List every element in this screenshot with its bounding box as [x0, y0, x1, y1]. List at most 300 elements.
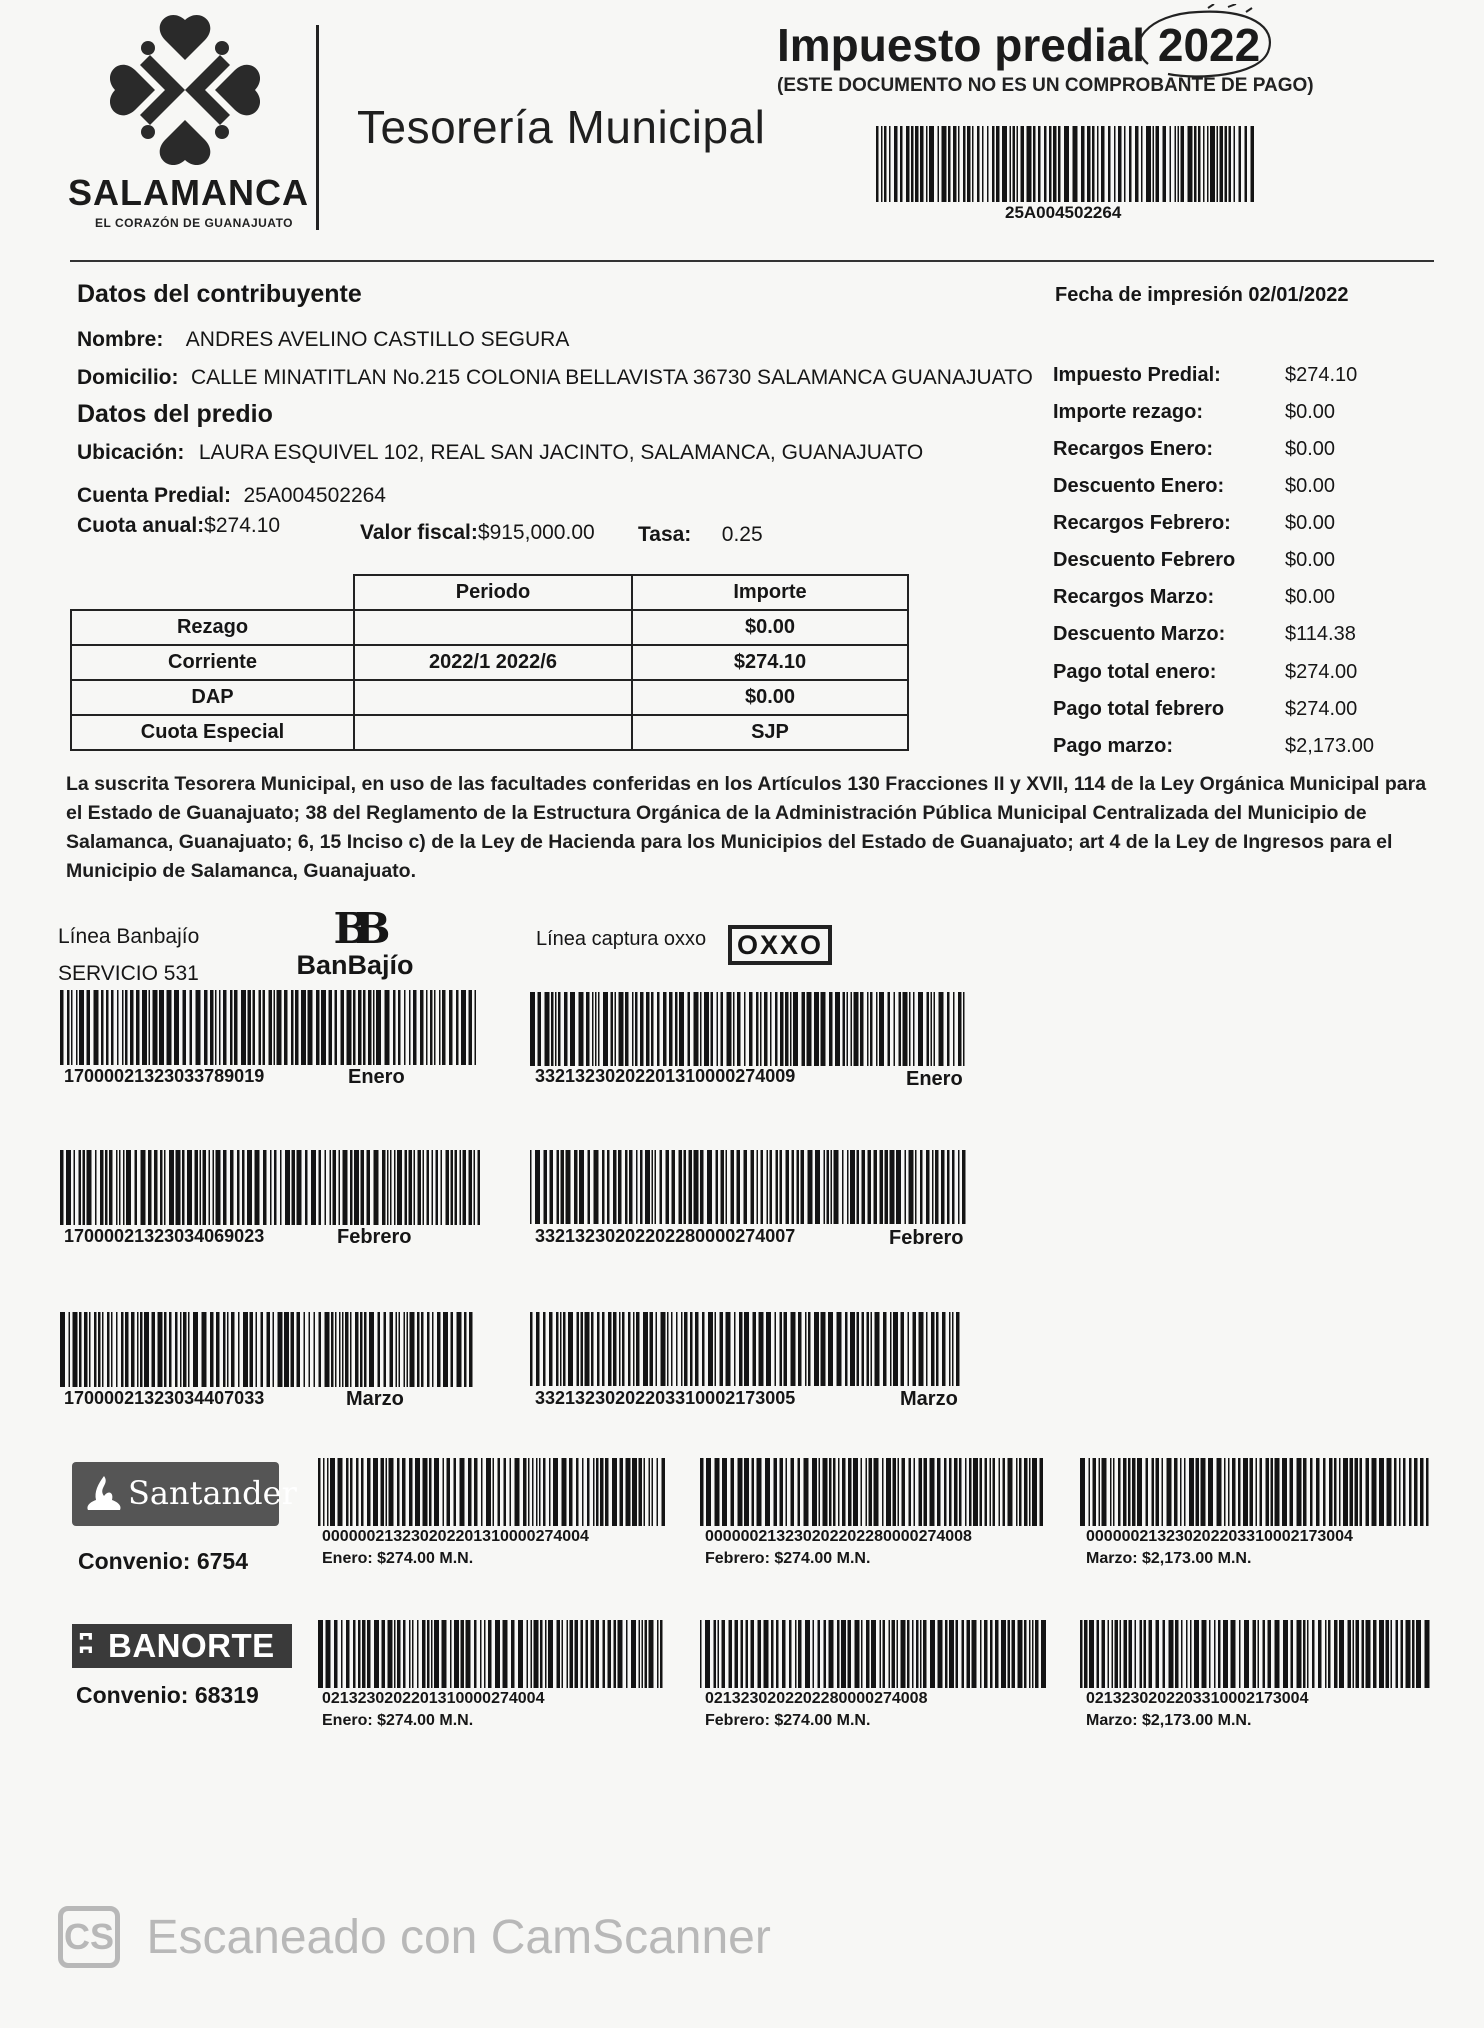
barcode-bar [885, 1150, 889, 1224]
barcode-bar [495, 1620, 500, 1688]
barcode-bar [780, 1458, 784, 1526]
barcode-bar [1024, 1458, 1028, 1526]
barcode-bar [770, 992, 772, 1066]
barcode-bar [586, 992, 590, 1066]
barcode-bar [871, 1312, 873, 1386]
barcode-bar [639, 1620, 641, 1688]
barcode-bar [169, 1150, 174, 1225]
barcode-bar [954, 1458, 958, 1526]
barcode-bar [862, 1312, 865, 1386]
barcode-bar [931, 992, 933, 1066]
barcode-bar [1013, 126, 1016, 202]
barcode-bar [814, 992, 819, 1066]
barcode-bar [292, 1150, 296, 1225]
barcode-bar [780, 1312, 783, 1386]
barcode-bar [761, 1150, 764, 1224]
barcode-bar [1217, 126, 1219, 202]
title-text: Impuesto predial [777, 19, 1146, 71]
barcode-bar [451, 1150, 454, 1225]
header-divider [316, 25, 319, 230]
barcode-bar [874, 1150, 878, 1224]
barcode-bar [423, 1458, 428, 1526]
barcode-bar [959, 1458, 962, 1526]
summary-value: $0.00 [1285, 512, 1336, 534]
barcode-bar [1356, 1620, 1360, 1688]
barcode-bar [301, 990, 306, 1065]
barcode-bar [530, 992, 535, 1066]
barcode-bar [278, 1312, 283, 1387]
barcode-bar [663, 992, 667, 1066]
barcode-bar [230, 990, 233, 1065]
barcode-bar [890, 1150, 895, 1224]
barcode-bar [1112, 1620, 1114, 1688]
barcode-bar [903, 992, 908, 1066]
barcode-bar [126, 1150, 131, 1225]
barcode-bar [464, 1312, 467, 1387]
barcode-bar [835, 992, 840, 1066]
barcode-bar [930, 1620, 935, 1688]
barcode-bar [83, 1150, 86, 1225]
barcode-bar [829, 992, 833, 1066]
barcode-bar [982, 126, 984, 202]
banorte-barcode-marzo [1080, 1620, 1430, 1688]
barcode-bar [567, 1620, 569, 1688]
barcode-bar [346, 1458, 349, 1526]
barcode-bar [947, 992, 950, 1066]
property-annual: $274.10 [204, 514, 281, 537]
barcode-bar [373, 990, 375, 1065]
barcode-bar [353, 1620, 356, 1688]
barcode-bar [894, 126, 898, 202]
barcode-bar [1002, 126, 1007, 202]
barcode-bar [446, 1150, 450, 1225]
barcode-bar [1149, 1620, 1153, 1688]
barcode-bar [84, 1312, 88, 1387]
barcode-bar [818, 1620, 821, 1688]
barcode-bar [629, 1150, 633, 1224]
barcode-bar [100, 1150, 104, 1225]
santander-logo [72, 1462, 297, 1526]
barcode-bar [941, 1150, 945, 1224]
barcode-bar [105, 1150, 108, 1225]
barcode-bar [581, 1620, 584, 1688]
barcode-bar [735, 1620, 739, 1688]
barcode-bar [1386, 1620, 1390, 1688]
barcode-bar [1334, 1458, 1337, 1526]
banbajio-code-number: 17000021323034069023 [64, 1226, 265, 1246]
barcode-bar [652, 1150, 654, 1224]
barcode-bar [819, 1458, 821, 1526]
barcode-bar [690, 1312, 693, 1386]
barcode-bar [449, 990, 453, 1065]
barcode-bar [531, 1620, 533, 1688]
barcode-bar [418, 1150, 422, 1225]
summary-label: Recargos Enero: [1053, 438, 1214, 460]
barcode-bar [409, 990, 411, 1065]
barcode-bar [362, 1620, 366, 1688]
barcode-bar [261, 1312, 264, 1387]
barcode-bar [655, 1150, 657, 1224]
barcode-bar [857, 1150, 860, 1224]
banbajio-barcode-febrero [60, 1150, 480, 1225]
barcode-bar [600, 1458, 604, 1526]
barcode-bar [1035, 1620, 1039, 1688]
barcode-bar [498, 1458, 501, 1526]
barcode-bar [731, 1150, 735, 1224]
barcode-bar [821, 1312, 826, 1386]
barcode-bar [530, 1312, 533, 1386]
barcode-bar [746, 1620, 749, 1688]
property-rate-row [638, 523, 763, 547]
barcode-bar [87, 1150, 92, 1225]
barcode-bar [866, 1458, 868, 1526]
table-header-period: Periodo [354, 575, 632, 610]
barcode-bar [241, 990, 246, 1065]
barcode-bar [149, 990, 151, 1065]
barcode-bar [596, 1458, 599, 1526]
barcode-bar [564, 992, 568, 1066]
barcode-bar [219, 990, 221, 1065]
barcode-bar [374, 1620, 379, 1688]
barcode-bar [1316, 1458, 1320, 1526]
barcode-bar [851, 992, 853, 1066]
barcode-bar [700, 1458, 704, 1526]
barcode-bar [1180, 1458, 1182, 1526]
table-row [71, 715, 908, 750]
barcode-bar [867, 992, 869, 1066]
barcode-bar [731, 1458, 735, 1526]
barcode-bar [718, 1620, 720, 1688]
barcode-bar [570, 992, 575, 1066]
barcode-bar [990, 1458, 992, 1526]
barcode-bar [119, 1150, 121, 1225]
barcode-bar [175, 1312, 178, 1387]
barcode-bar [953, 126, 957, 202]
barcode-bar [937, 1458, 941, 1526]
table-cell-period [354, 610, 632, 645]
barcode-bar [1058, 126, 1061, 202]
barcode-bar [273, 1312, 275, 1387]
barcode-bar [1258, 1620, 1260, 1688]
barcode-bar [413, 990, 417, 1065]
barcode-bar [347, 990, 352, 1065]
barcode-bar [952, 1312, 954, 1386]
barcode-bar [1141, 126, 1143, 202]
barcode-bar [876, 126, 879, 202]
barcode-bar [805, 1620, 810, 1688]
banbajio-code-month: Marzo [346, 1388, 404, 1410]
barcode-bar [1318, 1620, 1322, 1688]
barcode-bar [958, 992, 962, 1066]
barcode-bar [963, 126, 966, 202]
barcode-bar [945, 1620, 948, 1688]
barcode-bar [632, 992, 634, 1066]
barcode-bar [764, 992, 768, 1066]
barcode-bar [333, 1150, 337, 1225]
barcode-bar [837, 1620, 840, 1688]
barcode-bar [1146, 126, 1151, 202]
barcode-bar [576, 1458, 579, 1526]
barcode-bar [805, 1312, 807, 1386]
barcode-bar [1156, 1458, 1160, 1526]
barcode-bar [790, 992, 792, 1066]
barcode-bar [869, 1458, 873, 1526]
barcode-bar [771, 1620, 774, 1688]
barcode-bar [972, 1620, 977, 1688]
barcode-bar [936, 1312, 939, 1386]
barcode-bar [1032, 1620, 1034, 1688]
barcode-bar [995, 1620, 999, 1688]
barcode-bar [397, 1150, 402, 1225]
summary-value: $274.00 [1285, 698, 1358, 720]
barcode-bar [749, 992, 753, 1066]
barcode-bar [1325, 1620, 1327, 1688]
barcode-bar [216, 1150, 221, 1225]
barcode-bar [649, 1458, 651, 1526]
table-cell-period [354, 715, 632, 750]
pen-circle-mark [1128, 4, 1280, 82]
barcode-bar [871, 1620, 876, 1688]
summary-value: $0.00 [1285, 586, 1336, 608]
barcode-bar [812, 1458, 817, 1526]
barcode-bar [1114, 126, 1116, 202]
barcode-bar [671, 1312, 673, 1386]
barcode-bar [884, 126, 887, 202]
barcode-bar [404, 1312, 406, 1387]
barcode-bar [694, 992, 699, 1066]
barcode-bar [1224, 1458, 1226, 1526]
barcode-bar [382, 1150, 386, 1225]
barcode-bar [381, 1458, 385, 1526]
barcode-bar [1038, 126, 1041, 202]
barcode-bar [1198, 126, 1201, 202]
property-location-row [77, 441, 923, 465]
barcode-bar [622, 1312, 625, 1386]
barcode-bar [938, 126, 940, 202]
oxxo-barcode-marzo [530, 1312, 964, 1386]
barcode-bar [636, 1312, 640, 1386]
barcode-bar [1102, 1620, 1106, 1688]
barcode-bar [780, 992, 784, 1066]
barcode-bar [536, 1312, 540, 1386]
banorte-arrow-icon: ʭ [78, 1628, 94, 1659]
barcode-bar [848, 1620, 852, 1688]
table-cell-concept: Cuota Especial [71, 715, 354, 750]
banbajio-service-label: SERVICIO 531 [58, 962, 199, 985]
barcode-bar [263, 990, 266, 1065]
barcode-bar [407, 1312, 409, 1387]
barcode-bar [632, 1458, 637, 1526]
barcode-bar [635, 992, 638, 1066]
barcode-bar [935, 1150, 939, 1224]
barcode-bar [1360, 1458, 1363, 1526]
table-cell-amount: $0.00 [632, 680, 908, 715]
barcode-bar [798, 1312, 802, 1386]
barcode-bar [152, 1312, 156, 1387]
barcode-bar [125, 990, 128, 1065]
barcode-bar [545, 1620, 547, 1688]
barcode-bar [144, 1312, 149, 1387]
barcode-bar [403, 1620, 406, 1688]
barcode-bar [402, 1458, 406, 1526]
barcode-bar [460, 1150, 462, 1225]
barcode-bar [649, 1620, 654, 1688]
barcode-bar [319, 1150, 322, 1225]
barcode-bar [248, 990, 252, 1065]
heart-knot-emblem-icon [110, 10, 260, 170]
camscanner-badge: CS [58, 1906, 120, 1968]
summary-value: $0.00 [1285, 401, 1336, 423]
barcode-bar [1225, 126, 1228, 202]
barcode-bar [640, 992, 644, 1066]
barcode-bar [894, 992, 896, 1066]
barcode-bar [414, 1150, 416, 1225]
santander-barcode-enero [318, 1458, 666, 1526]
table-row [71, 610, 908, 645]
barcode-bar [382, 1620, 386, 1688]
barcode-bar [714, 1620, 717, 1688]
barcode-bar [915, 1150, 917, 1224]
brand-name: SALAMANCA [68, 172, 309, 213]
barcode-bar [1232, 1458, 1236, 1526]
barcode-bar [1080, 1620, 1083, 1688]
barcode-bar [1266, 1458, 1270, 1526]
barcode-bar [721, 992, 724, 1066]
barcode-bar [167, 990, 172, 1065]
brand-tagline: EL CORAZÓN DE GUANAJUATO [95, 216, 294, 230]
barcode-bar [551, 992, 554, 1066]
barcode-bar [587, 1458, 590, 1526]
barcode-bar [1283, 1620, 1288, 1688]
barcode-bar [543, 1312, 546, 1386]
barcode-bar [919, 1312, 924, 1386]
barcode-bar [443, 1312, 448, 1387]
barcode-bar [847, 1150, 849, 1224]
barcode-bar [160, 1150, 163, 1225]
banbajio-code-number: 17000021323034407033 [64, 1388, 265, 1408]
barcode-bar [591, 1312, 594, 1386]
barcode-bar [657, 1458, 659, 1526]
barcode-bar [386, 1458, 388, 1526]
barcode-bar [879, 992, 884, 1066]
barcode-bar [518, 1620, 523, 1688]
barcode-bar [618, 1620, 623, 1688]
barcode-bar [76, 990, 78, 1065]
santander-logo-text: Santander [128, 1474, 297, 1512]
barcode-bar [1129, 126, 1132, 202]
legal-notice: La suscrita Tesorera Municipal, en uso de las facultades conferidas en los Artículos 130 Fracciones II y XVII, 114 de la Ley Orgánica Municipal para el Estado de Guanajuato; 38 del Reglamento de la Estructura Orgánica de la Administración Pública Municipal Centralizada del Municipio de Salamanca, Guanajuato; 6, 15 Inciso c) de la Ley de Hacienda para los Municipios del Estado de Guanajuato; art 4 de la Ley de Ingresos para el Municipio de Salamanca, Guanajuato. [66, 773, 1427, 882]
barcode-bar [378, 1312, 381, 1387]
barcode-bar [237, 1150, 240, 1225]
barcode-bar [706, 1458, 711, 1526]
barcode-bar [920, 1150, 923, 1224]
barcode-bar [319, 1312, 322, 1387]
banorte-code-number: 0213230202202280000274008 [705, 1690, 928, 1707]
barcode-bar [681, 1312, 683, 1386]
barcode-bar [575, 1620, 579, 1688]
barcode-bar [1089, 1620, 1094, 1688]
barcode-bar [1163, 126, 1167, 202]
barcode-bar [694, 1150, 699, 1224]
barcode-bar [259, 990, 262, 1065]
barcode-bar [1189, 1458, 1194, 1526]
banbajio-monogram-icon: BB [333, 904, 377, 953]
barcode-bar [325, 1312, 330, 1387]
table-cell-concept: DAP [71, 680, 354, 715]
summary-label: Impuesto Predial: [1053, 364, 1221, 386]
barcode-bar [421, 1312, 424, 1387]
barcode-bar [726, 1150, 728, 1224]
period-table [70, 574, 909, 751]
barcode-bar [684, 1312, 688, 1386]
barcode-bar [1334, 1620, 1338, 1688]
barcode-bar [409, 1458, 413, 1526]
barcode-bar [544, 1150, 548, 1224]
barcode-bar [202, 1312, 207, 1387]
barcode-bar [1244, 1620, 1249, 1688]
barcode-bar [243, 1312, 248, 1387]
barcode-bar [1093, 1458, 1097, 1526]
barcode-bar [1372, 1458, 1377, 1526]
barcode-bar [823, 1458, 828, 1526]
barcode-bar [437, 1312, 441, 1387]
barcode-bar [1348, 1620, 1352, 1688]
barcode-bar [854, 992, 859, 1066]
barcode-bar [345, 1312, 349, 1387]
barcode-bar [889, 126, 891, 202]
barcode-bar [436, 1150, 439, 1225]
barcode-bar [744, 1150, 748, 1224]
barcode-bar [596, 1620, 600, 1688]
barcode-bar [766, 1312, 771, 1386]
barcode-bar [1128, 1458, 1131, 1526]
summary-label: Pago total enero: [1053, 661, 1217, 683]
barcode-bar [1239, 126, 1242, 202]
barcode-bar [652, 1458, 654, 1526]
property-account: 25A004502264 [243, 484, 386, 507]
barcode-bar [291, 1312, 295, 1387]
barcode-bar [999, 1458, 1001, 1526]
barcode-bar [1328, 1620, 1331, 1688]
barcode-bar [1231, 1620, 1236, 1688]
barcode-bar [534, 1620, 539, 1688]
barcode-bar [223, 1150, 227, 1225]
barcode-bar [636, 1150, 638, 1224]
barcode-bar [808, 1150, 813, 1224]
barcode-bar [791, 1458, 795, 1526]
barcode-bar [441, 1150, 443, 1225]
barcode-bar [660, 1620, 663, 1688]
barcode-bar [645, 1620, 648, 1688]
barcode-bar [71, 990, 73, 1065]
barcode-bar [60, 1312, 65, 1387]
barcode-bar [855, 1620, 860, 1688]
banorte-code-caption: Febrero: $274.00 M.N. [705, 1712, 871, 1729]
barcode-bar [741, 1620, 744, 1688]
barcode-bar [69, 1312, 71, 1387]
barcode-bar [74, 1150, 76, 1225]
barcode-bar [361, 1150, 365, 1225]
barcode-bar [523, 1458, 527, 1526]
barcode-bar [353, 990, 356, 1065]
barcode-bar [478, 1150, 481, 1225]
barcode-bar [474, 1458, 478, 1526]
barcode-bar [920, 1620, 922, 1688]
barcode-bar [79, 1312, 82, 1387]
barcode-bar [136, 990, 140, 1065]
barcode-bar [1008, 1458, 1013, 1526]
barcode-bar [613, 1150, 617, 1224]
